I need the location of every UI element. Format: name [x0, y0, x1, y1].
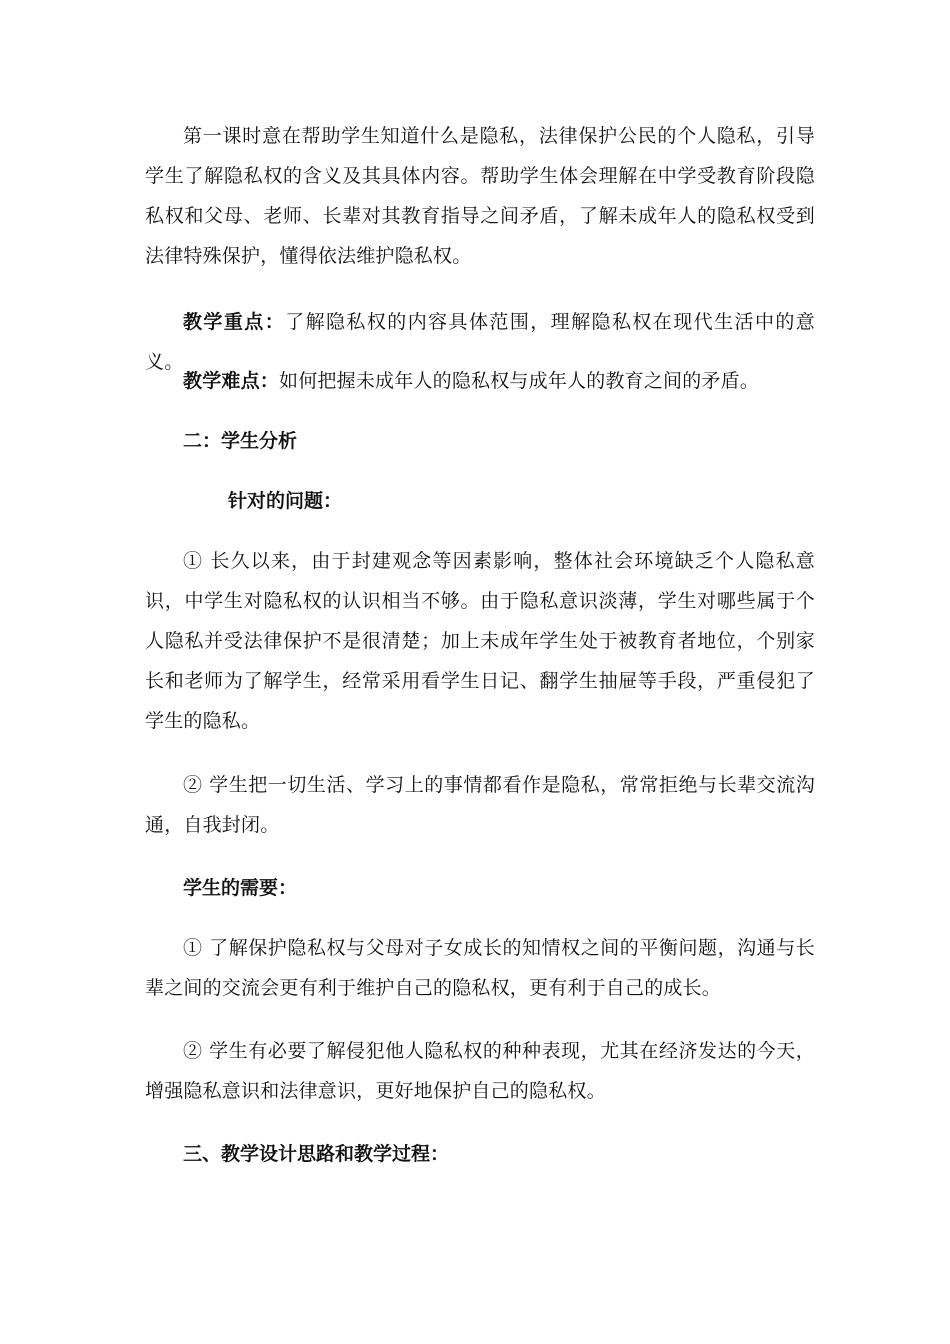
key-point-text: 了解隐私权的内容具体范围，理解隐私权在现代生活中的意义。: [145, 311, 815, 373]
need-2-paragraph: ② 学生有必要了解侵犯他人隐私权的种种表现，尤其在经济发达的今天，增强隐私意识和法律意识，更好地保护自己的隐私权。: [145, 1040, 815, 1102]
intro-paragraph: 第一课时意在帮助学生知道什么是隐私，法律保护公民的个人隐私，引导学生了解隐私权的含义及其具体内容。帮助学生体会理解在中学受教育阶段隐私权和父母、老师、长辈对其教育指导之间矛盾，了解未成年人的隐私权受到法律特殊保护，懂得依法维护隐私权。: [145, 125, 815, 267]
section2-heading: 二：学生分析: [183, 430, 298, 452]
issue-2-paragraph: ② 学生把一切生活、学习上的事情都看作是隐私，常常拒绝与长辈交流沟通，自我封闭。: [145, 774, 815, 836]
need-1-paragraph: ① 了解保护隐私权与父母对子女成长的知情权之间的平衡问题，沟通与长辈之间的交流会更有利于维护自己的隐私权，更有利于自己的成长。: [145, 937, 815, 999]
difficult-point-label: 教学难点：: [183, 370, 280, 392]
needs-heading: 学生的需要：: [183, 877, 298, 899]
difficult-point-paragraph: [145, 361, 815, 401]
issues-heading: 针对的问题：: [228, 490, 343, 512]
issue-1-paragraph: ① 长久以来，由于封建观念等因素影响，整体社会环境缺乏个人隐私意识，中学生对隐私权的认识相当不够。由于隐私意识淡薄，学生对哪些属于个人隐私并受法律保护不是很清楚；加上未成年学生处于被教育者地位，个别家长和老师为了解学生，经常采用看学生日记、翻学生抽屉等手段，严重侵犯了学生的隐私。: [145, 550, 815, 732]
key-point-label: 教学重点：: [183, 311, 286, 333]
difficult-point-text: 如何把握未成年人的隐私权与成年人的教育之间的矛盾。: [279, 370, 760, 392]
section3-heading: 三、教学设计思路和教学过程：: [183, 1143, 450, 1165]
